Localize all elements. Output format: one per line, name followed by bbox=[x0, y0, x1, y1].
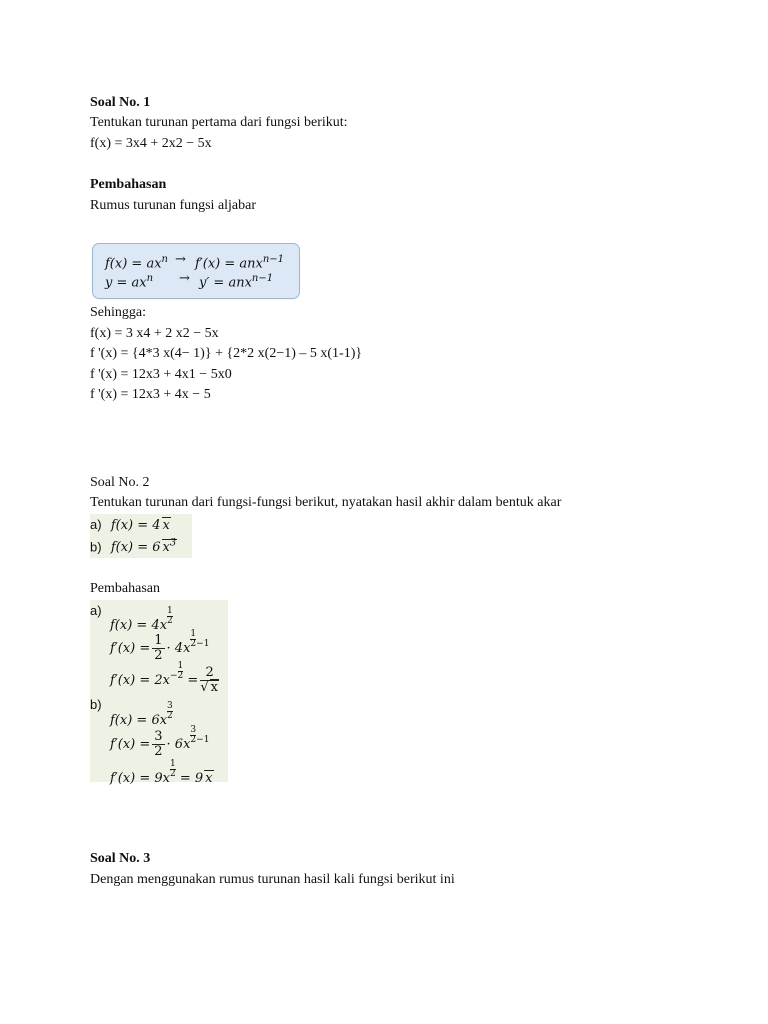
rule-line-1-right bbox=[195, 252, 284, 272]
q2-item-a-label: a) bbox=[90, 517, 102, 532]
exp-half-a2-num: 1 bbox=[190, 629, 197, 639]
frac-half-a2-den: 2 bbox=[154, 648, 163, 663]
frac-two-over-root bbox=[200, 666, 219, 695]
sol-b3-eq: = 9 bbox=[179, 771, 204, 786]
q2-item-b-label: b) bbox=[90, 539, 102, 555]
rule-line2-left: y = ax bbox=[105, 275, 147, 291]
exp-half-a1-den: 2 bbox=[167, 616, 173, 626]
rule-line1-left: f(x) = ax bbox=[105, 256, 162, 272]
q1-prompt: Tentukan turunan pertama dari fungsi berikut: bbox=[90, 115, 348, 130]
frac-32-b2-num: 3 bbox=[154, 729, 163, 744]
rule-line1-right: f′(x) = anx bbox=[195, 256, 263, 272]
sol-b-line-2 bbox=[110, 726, 209, 759]
sol-a2-mid: · 4x bbox=[166, 641, 191, 656]
sol-a-label: a) bbox=[90, 603, 102, 618]
step-1: f(x) = 3 x4 + 2 x2 − 5x bbox=[90, 326, 219, 341]
sol-b2-text: f′(x) = bbox=[110, 737, 151, 752]
rule-line2-left-exp: n bbox=[146, 273, 154, 284]
q2-item-b-rad-base: x bbox=[162, 540, 170, 556]
frac-root-den-x: x bbox=[210, 680, 218, 695]
frac-half-a2-num: 1 bbox=[154, 633, 163, 648]
q2-items-panel bbox=[90, 514, 192, 558]
step-2: f '(x) = {4*3 x(4− 1)} + {2*2 x(2−1) – 5 x(1-1)} bbox=[90, 346, 363, 361]
exp-half-b3-num: 1 bbox=[170, 759, 176, 769]
sol-b-label: b) bbox=[90, 697, 102, 712]
q2-prompt: Tentukan turunan dari fungsi-fungsi berikut, nyatakan hasil akhir dalam bentuk akar bbox=[90, 495, 562, 510]
exp-minus-one-a2: −1 bbox=[196, 639, 210, 649]
q2-item-b-rad-exp: 3 bbox=[169, 538, 177, 549]
q2-item-b-radical bbox=[162, 539, 178, 555]
sol-a3-text: f′(x) = 2x bbox=[110, 673, 170, 688]
rule-line2-right-exp: n−1 bbox=[251, 273, 274, 284]
sol-b3-text: f′(x) = 9x bbox=[110, 771, 170, 786]
sol-b-line-3 bbox=[110, 760, 214, 786]
q3-heading: Soal No. 3 bbox=[90, 851, 151, 866]
sol-b2-mid: · 6x bbox=[166, 737, 191, 752]
q2-item-a-radical: x bbox=[162, 518, 170, 533]
q2-item-b bbox=[90, 538, 177, 555]
exp-32-b1 bbox=[167, 702, 173, 721]
q1-function: f(x) = 3x4 + 2x2 − 5x bbox=[90, 136, 212, 151]
rule-line1-left-exp: n bbox=[161, 254, 168, 265]
rule-title: Rumus turunan fungsi aljabar bbox=[90, 198, 257, 213]
q2-solution-heading: Pembahasan bbox=[90, 581, 160, 596]
rule-line2-right: y′ = anx bbox=[199, 275, 252, 291]
exp-half-a1-num: 1 bbox=[167, 606, 173, 616]
exp-half-a3 bbox=[178, 662, 184, 681]
frac-half-a2 bbox=[152, 634, 164, 663]
exp-32-b1-num: 3 bbox=[167, 701, 173, 711]
q1-heading: Soal No. 1 bbox=[90, 95, 151, 110]
sol-a1-text: f(x) = 4x bbox=[110, 618, 168, 633]
sol-b1-text: f(x) = 6x bbox=[110, 713, 168, 728]
q2-item-a bbox=[90, 517, 171, 533]
frac-32-b2 bbox=[152, 730, 164, 759]
q1-solution-heading: Pembahasan bbox=[90, 177, 167, 192]
q2-solution-panel bbox=[90, 600, 228, 786]
sol-a-line-2 bbox=[110, 630, 209, 663]
rule-line-1 bbox=[105, 252, 168, 272]
rule-line1-right-exp: n−1 bbox=[262, 254, 285, 265]
q2-item-a-expr: f(x) = 4 bbox=[110, 518, 161, 533]
exp-32-b2-num: 3 bbox=[190, 725, 197, 735]
rule-line-2 bbox=[105, 271, 153, 291]
q3-prompt: Dengan menggunakan rumus turunan hasil kali fungsi berikut ini bbox=[90, 872, 455, 887]
sol-a3-eq: = bbox=[187, 673, 199, 688]
q2-heading: Soal No. 2 bbox=[90, 475, 150, 490]
exp-minus-a3: − bbox=[170, 671, 178, 681]
rule-formula-box bbox=[92, 243, 300, 299]
exp-half-a3-num: 1 bbox=[177, 661, 184, 671]
exp-half-a3-den: 2 bbox=[177, 671, 184, 681]
frac-two-num: 2 bbox=[200, 666, 219, 681]
frac-32-b2-den: 2 bbox=[154, 744, 163, 759]
exp-half-a2-den: 2 bbox=[190, 639, 197, 649]
exp-half-b3 bbox=[170, 760, 176, 779]
sol-a-line-3 bbox=[110, 662, 221, 695]
sol-b-line-1 bbox=[110, 702, 173, 728]
step-3: f '(x) = 12x3 + 4x1 − 5x0 bbox=[90, 367, 232, 382]
rule-arrow-1: → bbox=[175, 252, 186, 267]
step-4: f '(x) = 12x3 + 4x − 5 bbox=[90, 387, 211, 402]
exp-minus-one-b2: −1 bbox=[196, 735, 210, 745]
sol-a2-text: f′(x) = bbox=[110, 641, 151, 656]
exp-32-b2-den: 2 bbox=[190, 735, 197, 745]
rule-line-2-right bbox=[199, 271, 273, 291]
exp-32-b1-den: 2 bbox=[167, 711, 173, 721]
exp-half-b3-den: 2 bbox=[170, 769, 176, 779]
exp-half-a1 bbox=[167, 607, 173, 626]
sol-b3-radical: x bbox=[205, 771, 213, 786]
rule-arrow-2: → bbox=[179, 271, 190, 286]
q2-item-b-expr: f(x) = 6 bbox=[110, 540, 161, 556]
therefore-label: Sehingga: bbox=[90, 305, 146, 320]
frac-root-den: √ x bbox=[200, 680, 218, 695]
